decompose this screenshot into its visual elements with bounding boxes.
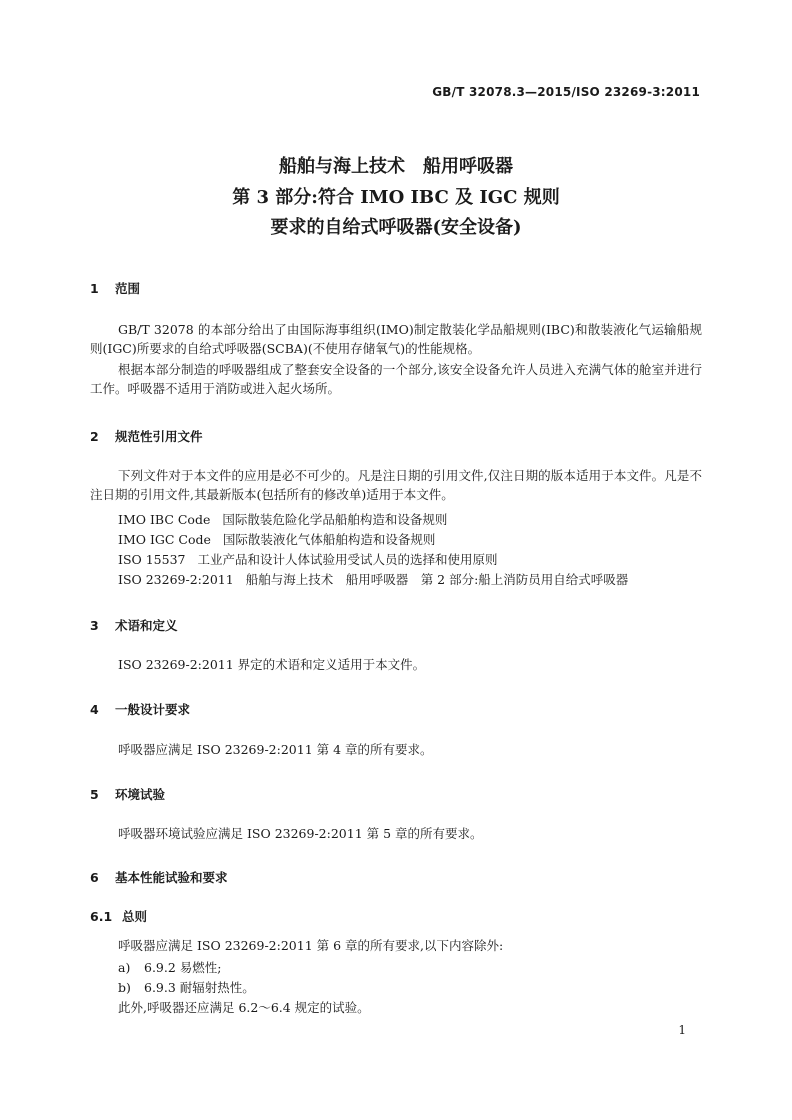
section-2-paragraph-1: 下列文件对于本文件的应用是必不可少的。凡是注日期的引用文件,仅注日期的版本适用于本文件。凡是不注日期的引用文件,其最新版本(包括所有的修改单)适用于本文件。 [90, 468, 702, 502]
section-title: 基本性能试验和要求 [115, 870, 228, 885]
title-line-1: 船舶与海上技术 船用呼吸器 [279, 156, 513, 177]
title-line-2: 第 3 部分:符合 IMO IBC 及 IGC 规则 [232, 187, 560, 208]
reference-item [118, 530, 435, 549]
reference-code: ISO 15537 [118, 552, 186, 567]
section-4-paragraph-1: 呼吸器应满足 ISO 23269-2:2011 第 4 章的所有要求。 [118, 742, 433, 757]
page-number: 1 [678, 1023, 686, 1037]
list-item [118, 978, 255, 997]
reference-item [118, 570, 628, 589]
subsection-number: 6.1 [90, 909, 113, 924]
subsection-6-1-heading [90, 907, 147, 925]
reference-code: IMO IBC Code [118, 512, 211, 527]
title-line-3: 要求的自给式呼吸器(安全设备) [270, 217, 522, 238]
section-number: 5 [90, 787, 99, 802]
subsection-6-1-paragraph-1: 呼吸器应满足 ISO 23269-2:2011 第 6 章的所有要求,以下内容除外: [118, 938, 504, 953]
section-3-paragraph-1: ISO 23269-2:2011 界定的术语和定义适用于本文件。 [118, 657, 426, 672]
reference-item [118, 550, 498, 569]
reference-title: 工业产品和设计人体试验用受试人员的选择和使用原则 [197, 552, 498, 567]
list-item-label: a) [118, 960, 131, 975]
list-item-text: 6.9.3 耐辐射热性。 [144, 980, 255, 995]
section-number: 6 [90, 870, 99, 885]
section-1-heading [90, 279, 140, 297]
section-number: 2 [90, 429, 99, 444]
list-item-text: 6.9.2 易燃性; [144, 960, 222, 975]
reference-title: 国际散装危险化学品船舶构造和设备规则 [222, 512, 448, 527]
section-number: 1 [90, 281, 99, 296]
section-1-paragraph-2: 根据本部分制造的呼吸器组成了整套安全设备的一个部分,该安全设备允许人员进入充满气体的舱室并进行工作。呼吸器不适用于消防或进入起火场所。 [90, 362, 702, 396]
reference-code: ISO 23269-2:2011 [118, 572, 234, 587]
reference-title: 船舶与海上技术 船用呼吸器 第 2 部分:船上消防员用自给式呼吸器 [245, 572, 629, 587]
section-title: 环境试验 [115, 787, 166, 802]
section-4-heading [90, 700, 190, 718]
reference-code: IMO IGC Code [118, 532, 211, 547]
section-number: 3 [90, 618, 99, 633]
standard-number: GB/T 32078.3—2015/ISO 23269-3:2011 [432, 85, 700, 99]
subsection-title: 总则 [122, 909, 148, 924]
reference-item [118, 510, 447, 529]
section-3-heading [90, 616, 178, 634]
section-5-paragraph-1: 呼吸器环境试验应满足 ISO 23269-2:2011 第 5 章的所有要求。 [118, 826, 483, 841]
section-title: 一般设计要求 [115, 702, 191, 717]
reference-title: 国际散装液化气体船舶构造和设备规则 [222, 532, 436, 547]
section-title: 范围 [115, 281, 141, 296]
section-title: 规范性引用文件 [115, 429, 203, 444]
subsection-6-1-paragraph-2: 此外,呼吸器还应满足 6.2～6.4 规定的试验。 [118, 1000, 370, 1015]
section-title: 术语和定义 [115, 618, 178, 633]
section-6-heading [90, 868, 228, 886]
section-number: 4 [90, 702, 99, 717]
list-item-label: b) [118, 980, 131, 995]
section-5-heading [90, 785, 165, 803]
list-item [118, 958, 222, 977]
section-1-paragraph-1: GB/T 32078 的本部分给出了由国际海事组织(IMO)制定散装化学品船规则(IBC)和散装液化气运输船规则(IGC)所要求的自给式呼吸器(SCBA)(不使用存储氧气)的性能规格。 [90, 322, 702, 356]
section-2-heading [90, 427, 203, 445]
